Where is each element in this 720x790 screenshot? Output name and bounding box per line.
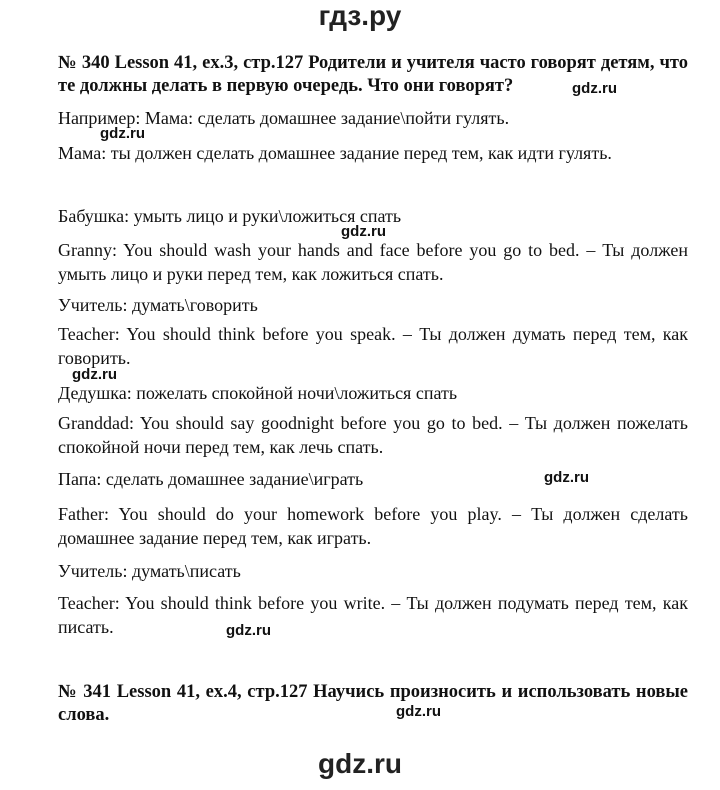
example-answer: Мама: ты должен сделать домашнее задание перед тем, как идти гулять.: [58, 143, 612, 163]
watermark: gdz.ru: [100, 125, 145, 142]
example-prompt: Например: Мама: сделать домашнее задание\пойти гулять.: [58, 108, 510, 128]
teacher-write-prompt: Учитель: думать\писать: [58, 561, 241, 581]
granddad-prompt: Дедушка: пожелать спокойной ночи\ложиться спать: [58, 383, 458, 403]
site-footer: gdz.ru: [318, 748, 402, 779]
site-title: гдз.ру: [318, 0, 402, 31]
watermark: gdz.ru: [72, 366, 117, 383]
granddad-answer: Granddad: You should say goodnight before you go to bed. – Ты должен пожелать спокойной ночи перед тем, как лечь спать.: [58, 413, 688, 457]
watermark: gdz.ru: [226, 622, 271, 639]
father-prompt: Папа: сделать домашнее задание\играть: [58, 469, 364, 489]
exercise-341-heading: № 341 Lesson 41, ex.4, стр.127 Научись произносить и использовать новые слова.: [58, 682, 688, 725]
watermark: gdz.ru: [572, 80, 617, 97]
father-answer: Father: You should do your homework before you play. – Ты должен сделать домашнее задание перед тем, как играть.: [58, 504, 688, 548]
watermark: gdz.ru: [341, 223, 386, 240]
granny-answer: Granny: You should wash your hands and face before you go to bed. – Ты должен умыть лицо и руки перед тем, как ложиться спать.: [58, 240, 688, 284]
exercise-340-heading: № 340 Lesson 41, ex.3, стр.127 Родители и учителя часто говорят детям, что те должны делать в первую очередь. Что они говорят?: [58, 53, 688, 96]
granny-prompt: Бабушка: умыть лицо и руки\ложиться спать: [58, 206, 402, 226]
teacher-speak-answer: Teacher: You should think before you speak. – Ты должен думать перед тем, как говорить.: [58, 324, 688, 368]
watermark: gdz.ru: [396, 703, 441, 720]
teacher-write-answer: Teacher: You should think before you write. – Ты должен подумать перед тем, как писать.: [58, 593, 688, 637]
watermark: gdz.ru: [544, 469, 589, 486]
teacher-speak-prompt: Учитель: думать\говорить: [58, 295, 258, 315]
